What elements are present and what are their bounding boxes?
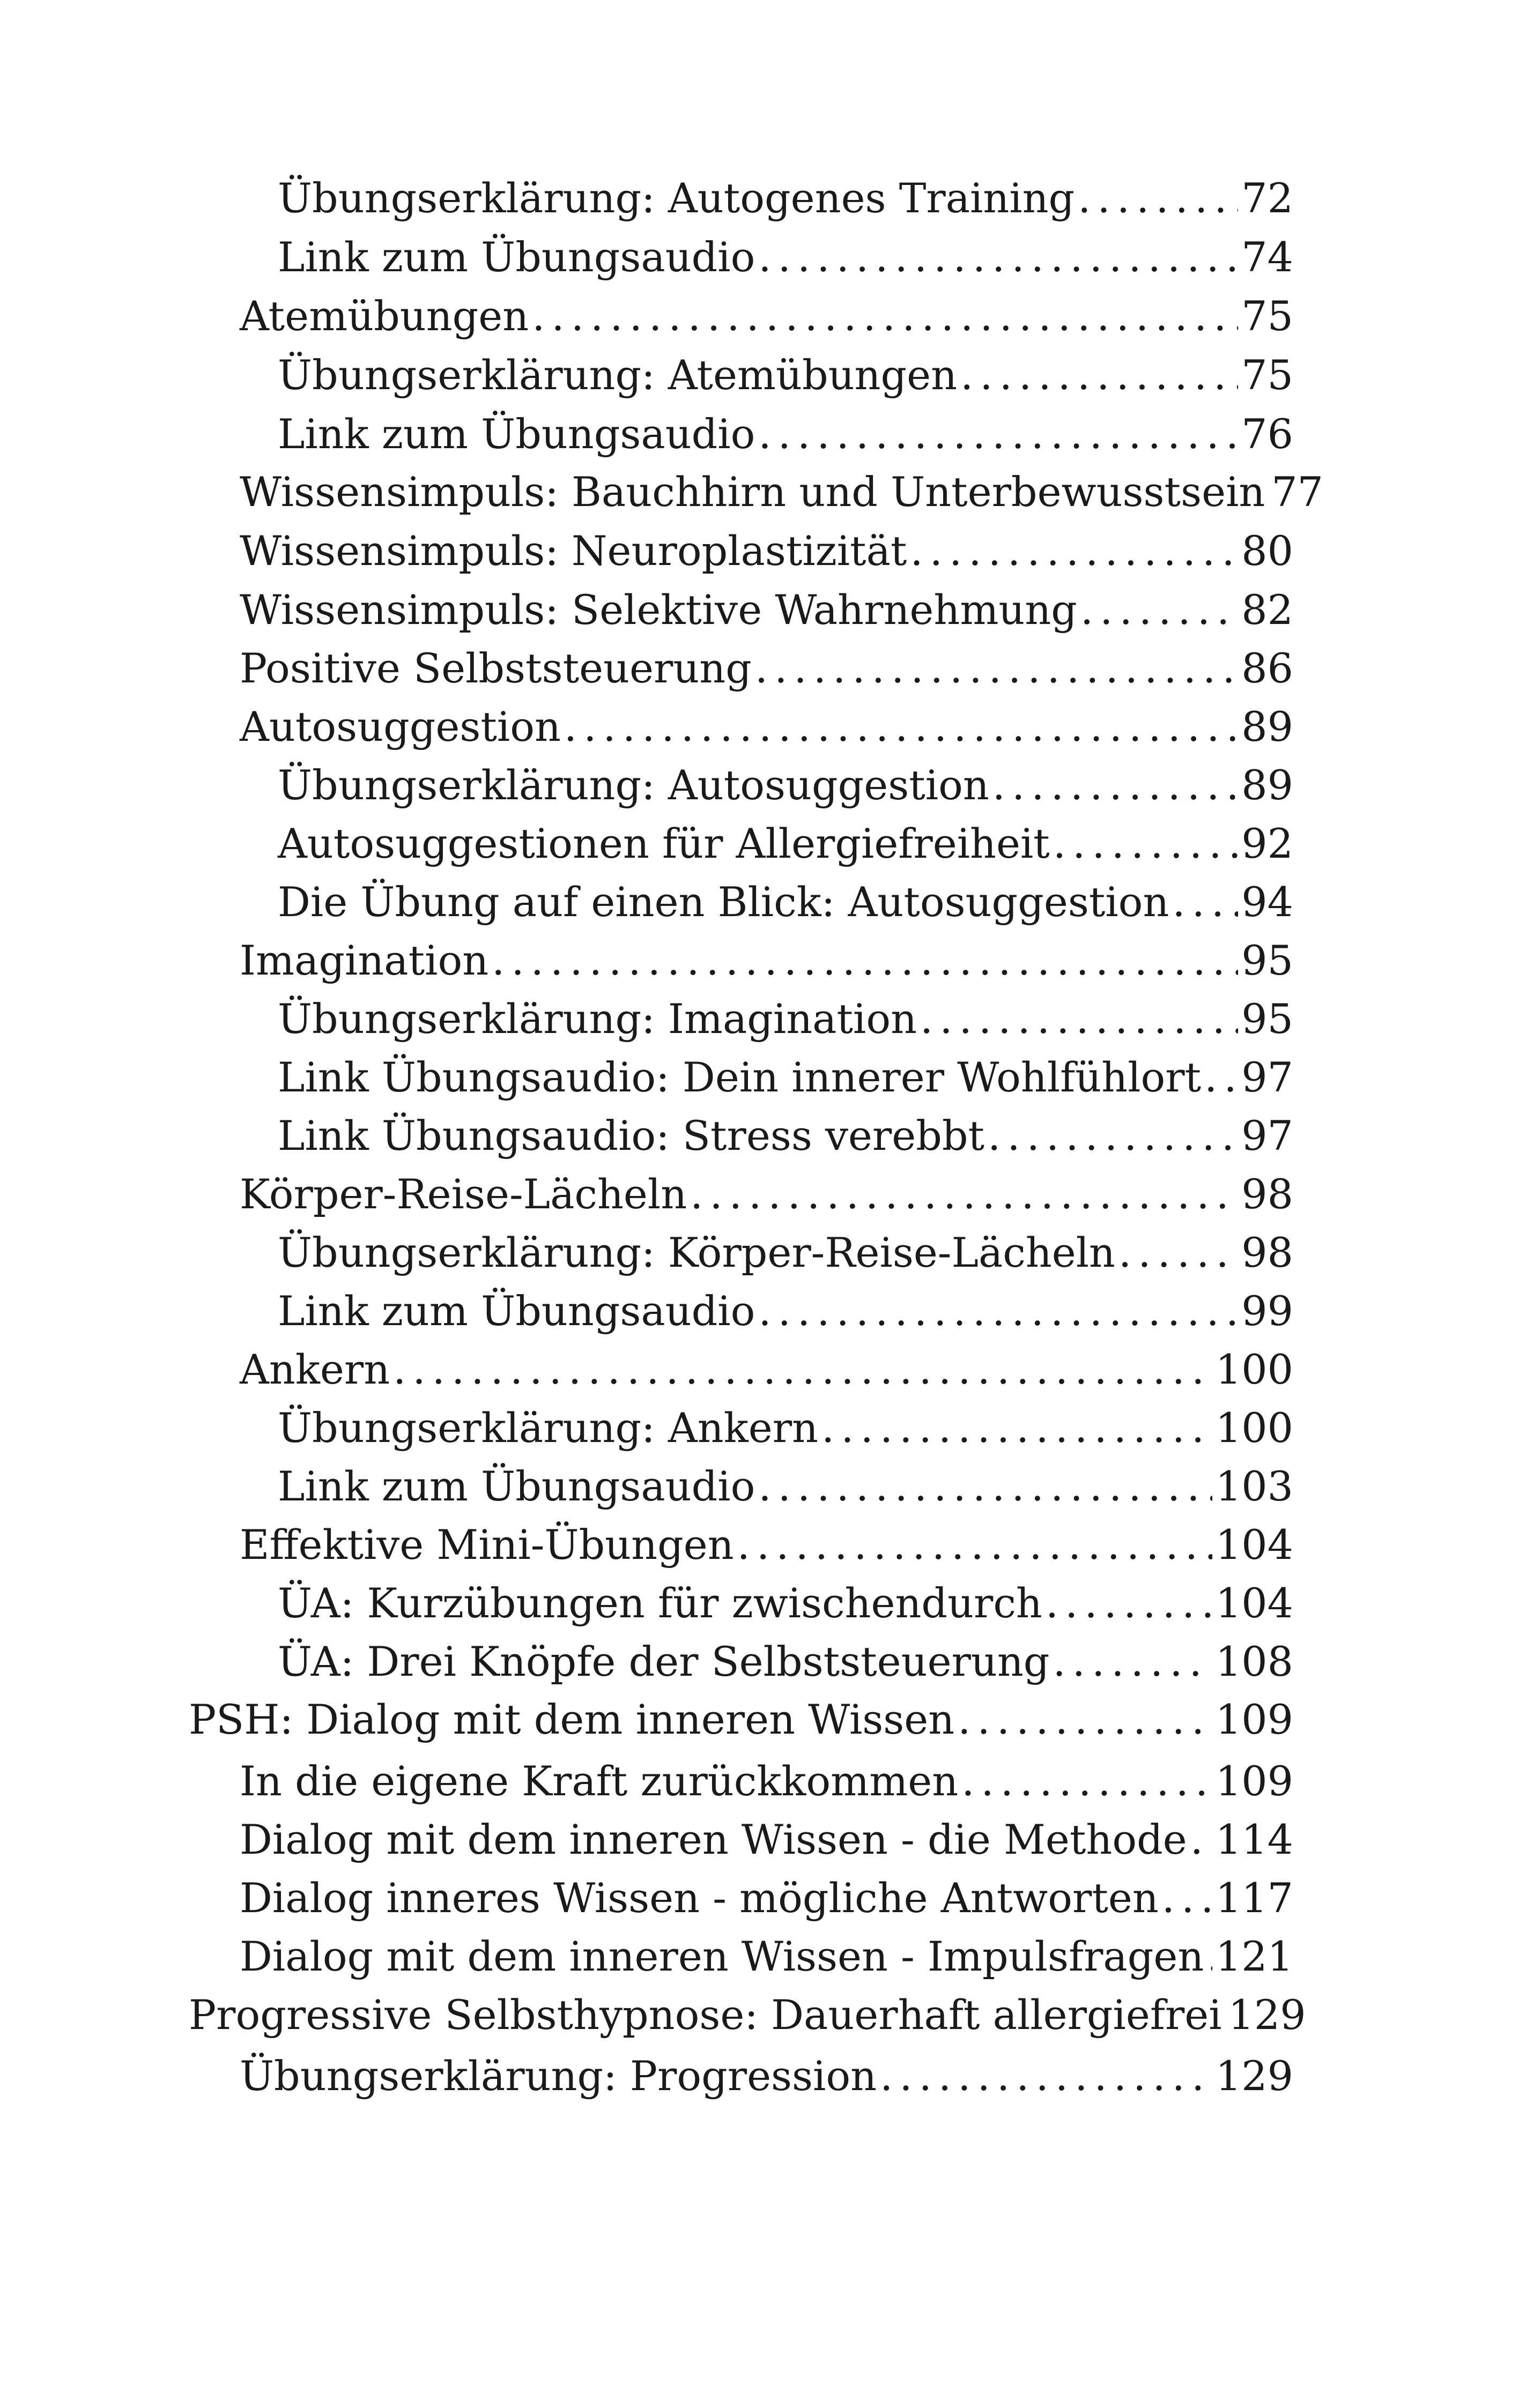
dot-leader [992, 759, 1239, 812]
toc-entry-title: Übungserklärung: Autosuggestion [278, 761, 989, 809]
dot-leader [758, 407, 1238, 461]
toc-entry-title: PSH: Dialog mit dem inneren Wissen [189, 1696, 955, 1743]
toc-entry[interactable] [240, 1871, 1293, 1925]
toc-entry[interactable] [278, 407, 1293, 461]
toc-entry-title: Link Übungsaudio: Dein innerer Wohlfühlort [278, 1053, 1202, 1101]
toc-entry[interactable] [240, 1168, 1293, 1221]
dot-leader [1190, 1813, 1212, 1867]
toc-entry-title: Übungserklärung: Atemübungen [278, 351, 958, 399]
dot-leader [492, 934, 1238, 987]
toc-entry[interactable] [240, 700, 1293, 754]
toc-entry[interactable] [278, 1635, 1293, 1689]
toc-entry[interactable] [278, 231, 1293, 284]
toc-entry[interactable] [189, 1693, 1293, 1746]
dot-leader [1053, 817, 1238, 871]
toc-entry-title: Dialog mit dem inneren Wissen - die Methode [240, 1816, 1187, 1863]
dot-leader [1118, 1226, 1238, 1280]
toc-entry[interactable] [278, 172, 1293, 225]
toc-entry-page: 76 [1241, 410, 1293, 458]
toc-entry-page: 82 [1241, 586, 1293, 634]
dot-leader [1162, 1871, 1212, 1925]
toc-entry[interactable] [278, 992, 1293, 1046]
dot-leader [393, 1343, 1212, 1396]
dot-leader [821, 1401, 1212, 1455]
toc-entry[interactable] [240, 289, 1293, 343]
toc-entry[interactable] [278, 1401, 1293, 1455]
toc-entry-title: Übungserklärung: Imagination [278, 995, 917, 1043]
dot-leader [1078, 172, 1238, 225]
dot-leader [755, 642, 1238, 695]
toc-entry-page: 95 [1241, 937, 1293, 984]
toc-entry[interactable] [278, 875, 1293, 929]
toc-entry[interactable] [278, 1577, 1293, 1630]
toc-entry-title: Ankern [240, 1346, 390, 1393]
toc-entry-title: Wissensimpuls: Neuroplastizität [240, 527, 907, 575]
toc-entry[interactable] [278, 348, 1293, 402]
toc-entry-page: 129 [1215, 2052, 1293, 2100]
dot-leader [958, 1693, 1212, 1746]
toc-entry-page: 97 [1241, 1112, 1293, 1160]
dot-leader [758, 1284, 1238, 1338]
dot-leader [1207, 1930, 1212, 1983]
dot-leader [880, 2049, 1212, 2103]
toc-entry-title: Körper-Reise-Lächeln [240, 1170, 687, 1218]
toc-entry-title: Link zum Übungsaudio [278, 233, 755, 281]
toc-entry-title: Übungserklärung: Progression [240, 2052, 877, 2100]
toc-entry-page: 104 [1215, 1521, 1293, 1569]
toc-entry-title: Imagination [240, 937, 489, 984]
toc-entry[interactable] [278, 759, 1293, 812]
toc-entry-page: 92 [1241, 820, 1293, 867]
toc-entry-page: 104 [1215, 1579, 1293, 1627]
dot-leader [988, 1109, 1238, 1163]
toc-entry-title: Dialog inneres Wissen - mögliche Antworten [240, 1874, 1159, 1922]
toc-entry-title: ÜA: Kurzübungen für zwischendurch [278, 1579, 1042, 1627]
dot-leader [910, 524, 1238, 578]
toc-entry[interactable] [240, 1813, 1293, 1867]
dot-leader [920, 992, 1238, 1046]
toc-entry-page: 97 [1241, 1053, 1293, 1101]
toc-entry-title: Dialog mit dem inneren Wissen - Impulsfragen [240, 1933, 1204, 1980]
toc-entry[interactable] [240, 524, 1293, 578]
toc-entry-title: Progressive Selbsthypnose: Dauerhaft allergiefrei [189, 1991, 1222, 2039]
toc-entry-title: Link zum Übungsaudio [278, 410, 755, 458]
toc-entry-page: 89 [1241, 761, 1293, 809]
toc-entry-page: 129 [1228, 1991, 1306, 2039]
toc-entry[interactable] [278, 1460, 1293, 1513]
toc-entry-page: 98 [1241, 1229, 1293, 1276]
toc-entry-page: 100 [1215, 1404, 1293, 1452]
toc-entry-title: ÜA: Drei Knöpfe der Selbststeuerung [278, 1638, 1050, 1685]
toc-entry-title: Effektive Mini-Übungen [240, 1521, 734, 1569]
toc-entry-page: 100 [1215, 1346, 1293, 1393]
toc-entry[interactable] [240, 2049, 1293, 2103]
toc-entry-page: 94 [1241, 878, 1293, 926]
toc-entry[interactable] [278, 1284, 1293, 1338]
toc-entry[interactable] [240, 583, 1293, 637]
toc-entry-page: 109 [1215, 1696, 1293, 1743]
toc-entry[interactable] [240, 1518, 1293, 1572]
toc-entry[interactable] [240, 1930, 1293, 1983]
toc-entry-page: 108 [1215, 1638, 1293, 1685]
toc-entry-page: 103 [1215, 1462, 1293, 1510]
toc-entry[interactable] [240, 465, 1324, 519]
toc-entry-page: 95 [1241, 995, 1293, 1043]
toc-entry-page: 121 [1215, 1933, 1293, 1980]
toc-entry-page: 109 [1215, 1757, 1293, 1805]
toc-entry-title: Wissensimpuls: Bauchhirn und Unterbewusstsein [240, 468, 1265, 516]
toc-entry-page: 99 [1241, 1287, 1293, 1335]
toc-entry-page: 89 [1241, 703, 1293, 750]
toc-entry-page: 80 [1241, 527, 1293, 575]
toc-entry-page: 98 [1241, 1170, 1293, 1218]
toc-entry[interactable] [240, 1343, 1293, 1396]
toc-entry-title: Wissensimpuls: Selektive Wahrnehmung [240, 586, 1077, 634]
toc-entry-title: Die Übung auf einen Blick: Autosuggestion [278, 878, 1169, 926]
dot-leader [532, 289, 1238, 343]
toc-entry-page: 72 [1241, 174, 1293, 222]
toc-entry-title: In die eigene Kraft zurückkommen [240, 1757, 959, 1805]
dot-leader [758, 231, 1238, 284]
toc-entry-title: Übungserklärung: Autogenes Training [278, 174, 1075, 222]
dot-leader [737, 1518, 1212, 1572]
dot-leader [1172, 875, 1238, 929]
dot-leader [564, 700, 1238, 754]
toc-entry-title: Autosuggestionen für Allergiefreiheit [278, 820, 1050, 867]
toc-entry[interactable] [240, 642, 1293, 695]
dot-leader [961, 1755, 1212, 1808]
toc-entry-title: Atemübungen [240, 292, 529, 340]
dot-leader [1053, 1635, 1212, 1689]
toc-entry-title: Link zum Übungsaudio [278, 1287, 755, 1335]
dot-leader [758, 1460, 1212, 1513]
toc-entry[interactable] [240, 1755, 1293, 1808]
dot-leader [1204, 1051, 1238, 1104]
toc-entry-title: Übungserklärung: Ankern [278, 1404, 819, 1452]
dot-leader [960, 348, 1238, 402]
toc-entry-page: 77 [1271, 468, 1324, 516]
toc-entry-page: 114 [1215, 1816, 1293, 1863]
dot-leader [1080, 583, 1238, 637]
toc-entry-page: 75 [1241, 351, 1293, 399]
toc-entry[interactable] [278, 1226, 1293, 1280]
toc-entry-page: 117 [1215, 1874, 1293, 1922]
dot-leader [690, 1168, 1238, 1221]
toc-entry-page: 74 [1241, 233, 1293, 281]
toc-entry-title: Autosuggestion [240, 703, 561, 750]
toc-entry-title: Link zum Übungsaudio [278, 1462, 755, 1510]
toc-entry-page: 75 [1241, 292, 1293, 340]
dot-leader [1046, 1577, 1212, 1630]
toc-entry[interactable] [278, 1109, 1293, 1163]
toc-entry-title: Übungserklärung: Körper-Reise-Lächeln [278, 1229, 1116, 1276]
toc-entry-page: 86 [1241, 644, 1293, 692]
toc-entry[interactable] [189, 1988, 1306, 2042]
toc-entry-title: Link Übungsaudio: Stress verebbt [278, 1112, 985, 1160]
toc-entry[interactable] [240, 934, 1293, 987]
toc-entry-title: Positive Selbststeuerung [240, 644, 752, 692]
toc-entry[interactable] [278, 1051, 1293, 1104]
toc-entry[interactable] [278, 817, 1293, 871]
